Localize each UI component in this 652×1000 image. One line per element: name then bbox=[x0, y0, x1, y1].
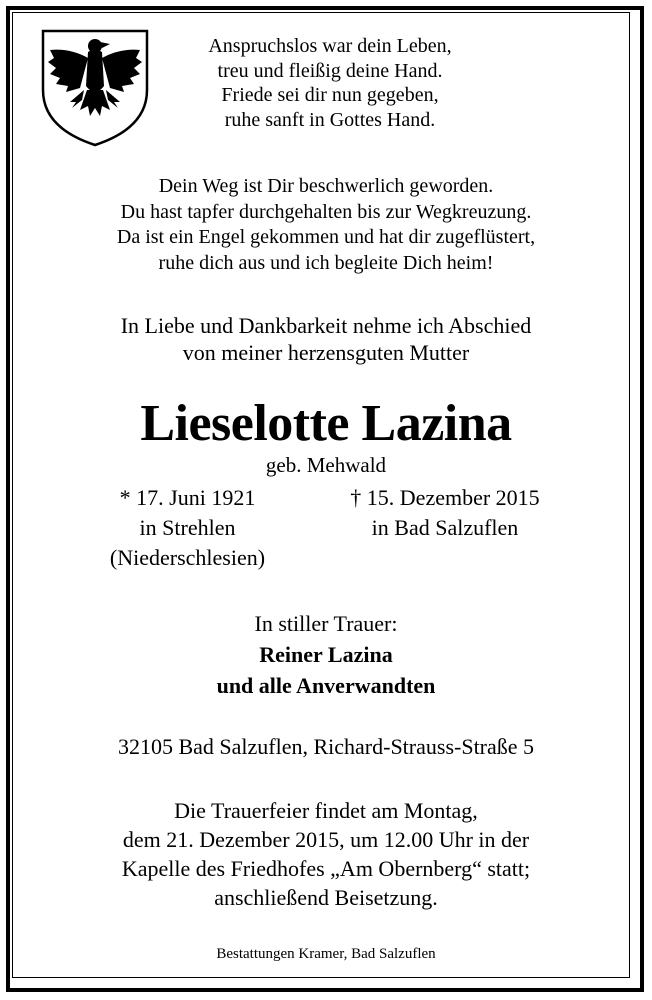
intro-line: von meiner herzensguten Mutter bbox=[182, 340, 470, 365]
eagle-coat-of-arms-icon bbox=[40, 28, 150, 148]
mourners-block bbox=[0, 608, 652, 701]
deceased-name: Lieselotte Lazina bbox=[140, 395, 512, 452]
mourner-name: Reiner Lazina bbox=[259, 642, 393, 667]
ceremony-notice bbox=[0, 796, 652, 912]
second-poem bbox=[0, 174, 652, 276]
mourner-name: und alle Anverwandten bbox=[216, 673, 436, 698]
poem-line: Friede sei dir nun gegeben, bbox=[221, 84, 439, 106]
poem-line: Anspruchslos war dein Leben, bbox=[208, 35, 452, 57]
mourners-heading: In stiller Trauer: bbox=[254, 611, 398, 636]
birth-region: (Niederschlesien) bbox=[109, 545, 266, 570]
birth-name: geb. Mehwald bbox=[265, 453, 387, 477]
poem-line: ruhe dich aus und ich begleite Dich heim! bbox=[158, 251, 494, 274]
poem-line: ruhe sanft in Gottes Hand. bbox=[224, 108, 436, 131]
farewell-intro bbox=[0, 312, 652, 366]
poem-line: Da ist ein Engel gekommen und hat dir zugeflüstert, bbox=[116, 226, 536, 248]
poem-line: Dein Weg ist Dir beschwerlich geworden. bbox=[158, 175, 494, 197]
ceremony-line: Kapelle des Friedhofes „Am Obernberg“ statt; bbox=[121, 856, 531, 881]
address: 32105 Bad Salzuflen, Richard-Strauss-Straße 5 bbox=[117, 734, 535, 759]
death-place: in Bad Salzuflen bbox=[371, 515, 519, 540]
birth-place: in Strehlen bbox=[139, 515, 236, 540]
ceremony-line: dem 21. Dezember 2015, um 12.00 Uhr in der bbox=[122, 827, 530, 852]
top-poem bbox=[180, 34, 480, 132]
poem-line: Du hast tapfer durchgehalten bis zur Wegkreuzung. bbox=[120, 200, 532, 223]
birth-info bbox=[80, 483, 295, 573]
ceremony-line: anschließend Beisetzung. bbox=[214, 885, 438, 910]
birth-date: * 17. Juni 1921 bbox=[119, 485, 256, 510]
intro-line: In Liebe und Dankbarkeit nehme ich Abschied bbox=[120, 313, 532, 338]
death-info bbox=[320, 483, 570, 543]
funeral-home-footer: Bestattungen Kramer, Bad Salzuflen bbox=[216, 946, 436, 962]
ceremony-line: Die Trauerfeier findet am Montag, bbox=[174, 798, 478, 823]
death-date: † 15. Dezember 2015 bbox=[350, 485, 540, 510]
poem-line: treu und fleißig deine Hand. bbox=[217, 59, 443, 82]
